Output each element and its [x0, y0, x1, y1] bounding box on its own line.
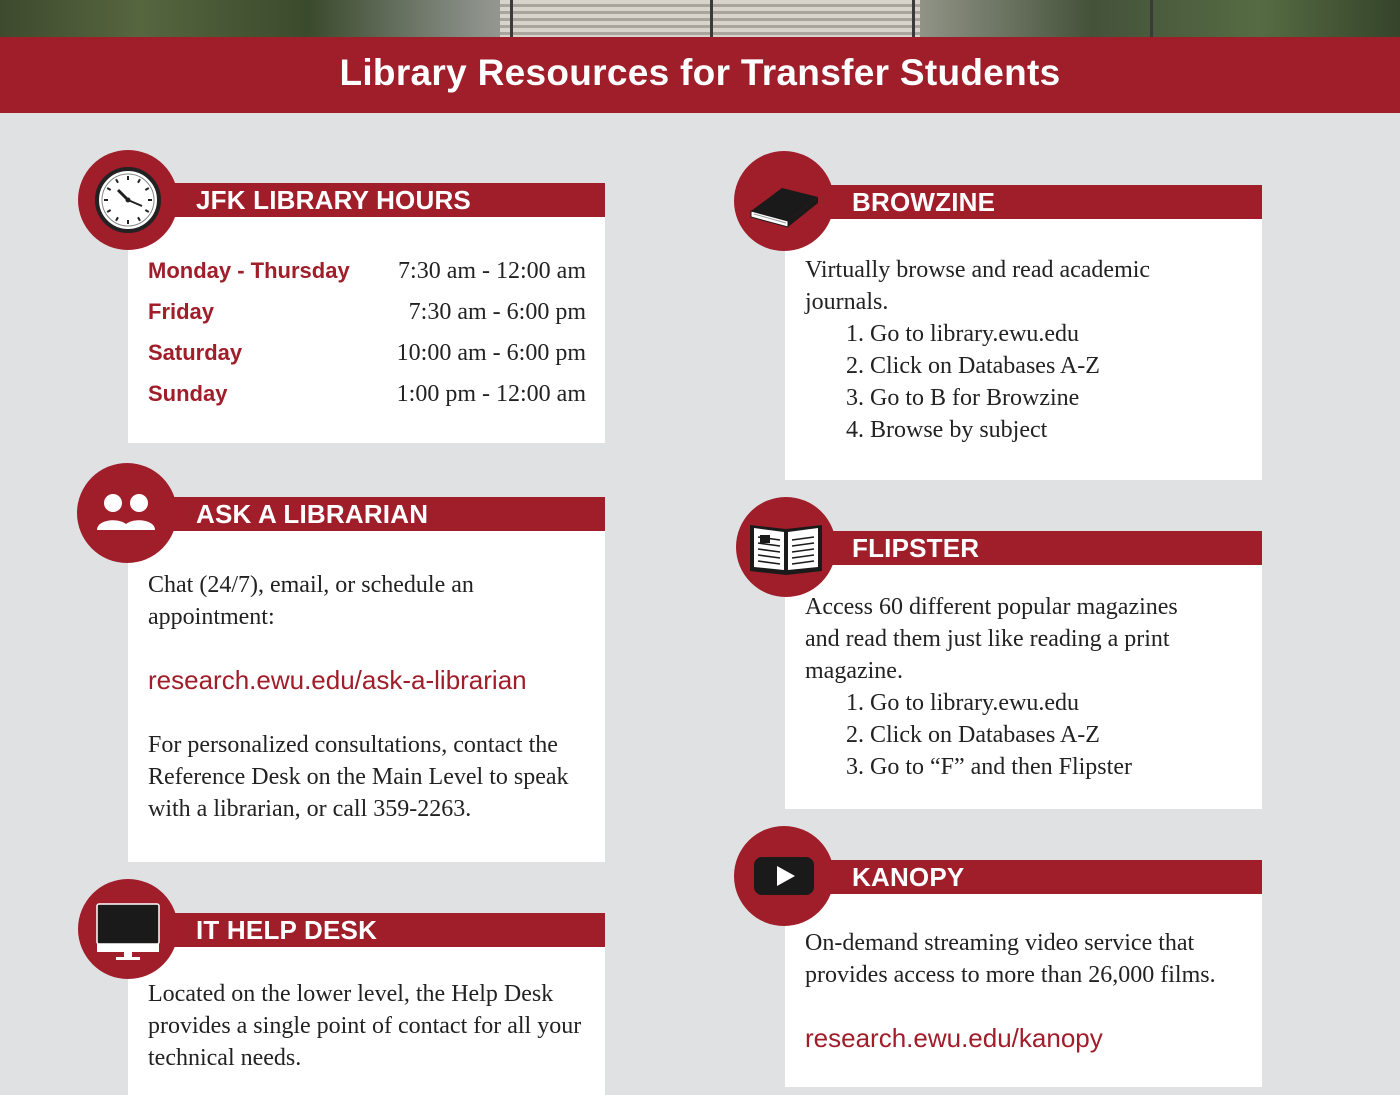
list-item: 4. Browse by subject: [846, 417, 1048, 443]
browzine-intro: Virtually browse and read academic journals.: [805, 257, 1151, 315]
browzine-steps: [846, 318, 1100, 446]
hours-row: [148, 337, 586, 369]
it-title-bar: [128, 913, 605, 947]
browzine-icon-badge: [734, 151, 834, 251]
list-item: 2. Click on Databases A-Z: [846, 722, 1100, 748]
hours-heading: JFK LIBRARY HOURS: [196, 185, 471, 215]
browzine-title-bar: [785, 185, 1262, 219]
ask-heading: ASK A LIBRARIAN: [196, 499, 429, 529]
flipster-intro: Access 60 different popular magazines and read them just like reading a print magazine.: [805, 594, 1178, 684]
people-icon: [77, 463, 177, 563]
list-item: 1. Go to library.ewu.edu: [846, 321, 1080, 347]
title-banner: [0, 37, 1400, 113]
browzine-heading: BROWZINE: [852, 187, 996, 217]
it-icon-badge: [78, 879, 178, 979]
book-icon: [734, 151, 834, 251]
kanopy-body: On-demand streaming video service that provides access to more than 26,000 films.: [805, 930, 1216, 988]
list-item: 2. Click on Databases A-Z: [846, 353, 1100, 379]
ask-body: For personalized consultations, contact the Reference Desk on the Main Level to speak with a librarian, or call 359-2263.: [148, 732, 569, 822]
kanopy-icon-badge: [734, 826, 834, 926]
list-item: 3. Go to “F” and then Flipster: [846, 754, 1132, 780]
play-icon: [734, 826, 834, 926]
kanopy-heading: KANOPY: [852, 862, 965, 892]
clock-icon: [78, 150, 178, 250]
hours-row: [148, 255, 586, 287]
hours-time: 7:30 am - 6:00 pm: [408, 299, 586, 325]
ask-intro: Chat (24/7), email, or schedule an appointment:: [148, 572, 474, 630]
hours-time: 1:00 pm - 12:00 am: [396, 381, 586, 407]
hours-day: Sunday: [148, 381, 228, 406]
page-title: Library Resources for Transfer Students: [339, 52, 1061, 93]
header-photo: [0, 0, 1400, 37]
it-heading: IT HELP DESK: [196, 915, 378, 945]
ask-librarian-link[interactable]: research.ewu.edu/ask-a-librarian: [148, 665, 527, 695]
ask-icon-badge: [77, 463, 177, 563]
flipster-heading: FLIPSTER: [852, 533, 980, 563]
kanopy-title-bar: [785, 860, 1262, 894]
flipster-icon-badge: [736, 497, 836, 597]
ask-title-bar: [128, 497, 605, 531]
flipster-steps: [846, 687, 1132, 783]
hours-day: Friday: [148, 299, 215, 324]
it-body: Located on the lower level, the Help Desk provides a single point of contact for all your technical needs.: [148, 981, 582, 1071]
list-item: 1. Go to library.ewu.edu: [846, 690, 1080, 716]
hours-time: 10:00 am - 6:00 pm: [396, 340, 586, 366]
hours-day: Monday - Thursday: [148, 258, 350, 283]
hours-time: 7:30 am - 12:00 am: [398, 258, 586, 284]
hours-title-bar: [128, 183, 605, 217]
hours-row: [148, 296, 586, 328]
flipster-title-bar: [785, 531, 1262, 565]
hours-icon-badge: [78, 150, 178, 250]
hours-day: Saturday: [148, 340, 243, 365]
monitor-icon: [78, 879, 178, 979]
hours-row: [148, 378, 586, 410]
kanopy-link[interactable]: research.ewu.edu/kanopy: [805, 1023, 1103, 1053]
list-item: 3. Go to B for Browzine: [846, 385, 1080, 411]
open-book-icon: [736, 497, 836, 597]
